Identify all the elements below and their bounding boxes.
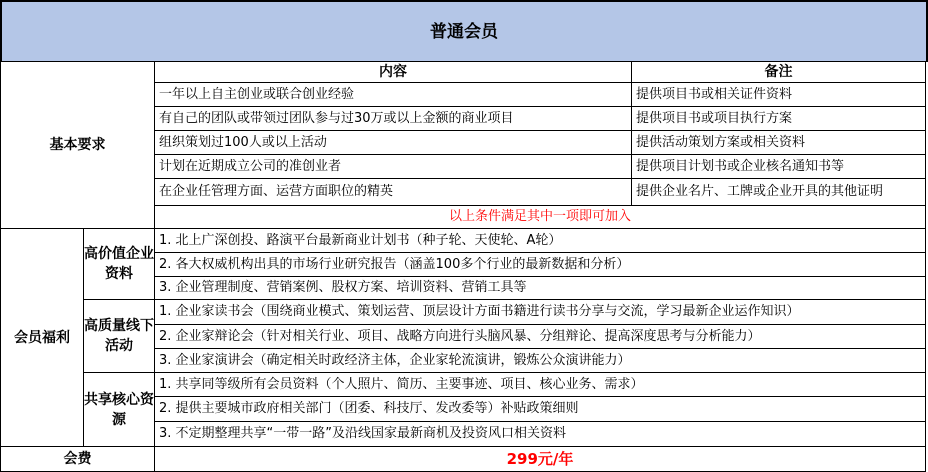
requirement-content: 计划在近期成立公司的准创业者	[154, 154, 632, 179]
benefit-item: 2. 企业家辩论会（针对相关行业、项目、战略方向进行头脑风暴、分组辩论、提高深度思考与分析能力）	[154, 324, 926, 349]
requirement-note: 提供活动策划方案或相关资料	[631, 130, 926, 155]
member-benefits-label: 会员福利	[0, 228, 84, 447]
content-column-header: 内容	[154, 61, 632, 83]
benefit-item: 3. 不定期整理共享“一带一路”及沿线国家最新商机及投资风口相关资料	[154, 421, 926, 447]
requirement-content: 组织策划过100人或以上活动	[154, 130, 632, 155]
requirement-note: 提供企业名片、工牌或企业开具的其他证明	[631, 178, 926, 206]
basic-requirements-label: 基本要求	[0, 61, 155, 229]
fee-label: 会费	[0, 446, 155, 472]
benefit-item: 1. 企业家读书会（围绕商业模式、策划运营、顶层设计方面书籍进行读书分享与交流，学习最新企业运作知识）	[154, 299, 926, 325]
requirement-content: 一年以上自主创业或联合创业经验	[154, 82, 632, 107]
notes-column-header: 备注	[631, 61, 926, 83]
requirement-note: 提供项目书或相关证件资料	[631, 82, 926, 107]
requirement-note: 提供项目计划书或企业核名通知书等	[631, 154, 926, 179]
benefit-item: 1. 北上广深创投、路演平台最新商业计划书（种子轮、天使轮、A轮）	[154, 228, 926, 253]
benefit-item: 1. 共享同等级所有会员资料（个人照片、简历、主要事迹、项目、核心业务、需求）	[154, 372, 926, 397]
condition-note: 以上条件满足其中一项即可加入	[154, 205, 926, 229]
page-title: 普通会员	[0, 0, 928, 62]
benefit-item: 2. 提供主要城市政府相关部门（团委、科技厅、发改委等）补贴政策细则	[154, 396, 926, 422]
requirement-content: 有自己的团队或带领过团队参与过30万或以上金额的商业项目	[154, 106, 632, 131]
benefit-group-name: 高价值企业资料	[83, 228, 155, 300]
benefit-item: 2. 各大权威机构出具的市场行业研究报告（涵盖100多个行业的最新数据和分析）	[154, 252, 926, 277]
benefit-item: 3. 企业管理制度、营销案例、股权方案、培训资料、营销工具等	[154, 276, 926, 300]
benefit-item: 3. 企业家演讲会（确定相关时政经济主体，企业家轮流演讲，锻炼公众演讲能力）	[154, 348, 926, 373]
benefit-group-name: 高质量线下活动	[83, 299, 155, 373]
fee-value: 299元/年	[154, 446, 926, 472]
requirement-content: 在企业任管理方面、运营方面职位的精英	[154, 178, 632, 206]
requirement-note: 提供项目书或项目执行方案	[631, 106, 926, 131]
benefit-group-name: 共享核心资源	[83, 372, 155, 447]
